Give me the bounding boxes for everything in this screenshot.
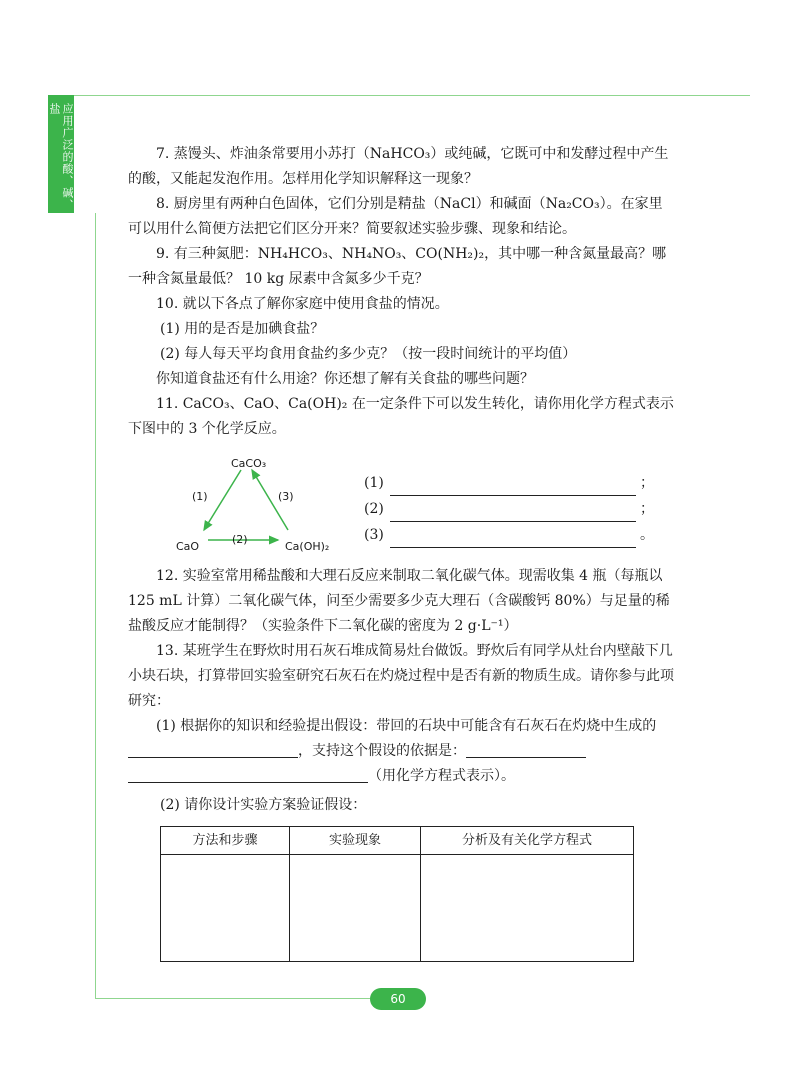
evidence-blank[interactable] (466, 741, 586, 758)
question-10-part-2: (2) 每人每天平均食用食盐约多少克？（按一段时间统计的平均值） (160, 346, 577, 362)
answer-line-1 (364, 470, 674, 496)
table-header-analysis: 分析及有关化学方程式 (421, 827, 634, 855)
chapter-title: 应用广泛的酸、碱、盐 (48, 103, 74, 211)
reaction-label-1: (1) (192, 490, 208, 503)
table-cell-phenomenon[interactable] (290, 855, 421, 962)
top-rule (48, 95, 750, 96)
reaction-diagram (128, 448, 676, 560)
question-10-extra: 你知道食盐还有什么用途？你还想了解有关食盐的哪些问题？ (156, 371, 534, 387)
node-caco3: CaCO₃ (231, 457, 267, 470)
answer-blanks (364, 470, 674, 548)
answer-blank-2[interactable] (390, 505, 636, 522)
answer-label-3: (3) (364, 527, 384, 543)
question-7: 7. 蒸馒头、炸油条常要用小苏打（NaHCO₃）或纯碱，它既可中和发酵过程中产生的酸，又能起发泡作用。怎样用化学知识解释这一现象？ (128, 146, 669, 187)
table-cell-analysis[interactable] (421, 855, 634, 962)
question-10-part-1: (1) 用的是否是加碘食盐？ (160, 321, 325, 337)
equation-blank[interactable] (128, 766, 368, 783)
table-cell-method[interactable] (161, 855, 290, 962)
node-caoh2: Ca(OH)₂ (285, 540, 330, 553)
table-header-method: 方法和步骤 (161, 827, 290, 855)
hypothesis-blank[interactable] (128, 741, 298, 758)
exercise-content (128, 142, 676, 962)
equation-note: （用化学方程式表示）。 (368, 768, 515, 784)
answer-end-1: ； (640, 475, 654, 491)
question-13: 13. 某班学生在野炊时用石灰石堆成简易灶台做饭。野炊后有同学从灶台内壁敲下几小块石块，打算带回实验室研究石灰石在灼烧过程中是否有新的物质生成。请你参与此项研究： (128, 643, 674, 709)
evidence-text: ，支持这个假设的依据是： (298, 743, 466, 759)
answer-line-3 (364, 522, 674, 548)
question-10: 10. 就以下各点了解你家庭中使用食盐的情况。 (156, 296, 449, 312)
page-number: 60 (370, 988, 426, 1010)
answer-blank-1[interactable] (390, 479, 636, 496)
left-rule (95, 213, 96, 998)
question-12: 12. 实验室常用稀盐酸和大理石反应来制取二氧化碳气体。现需收集 4 瓶（每瓶以 125 mL 计算）二氧化碳气体，问至少需要多少克大理石（含碳酸钙 80%）与足量的稀盐酸反应才能制得？（实验条件下二氧化碳的密度为 2 g·L⁻¹） (128, 568, 670, 634)
answer-label-1: (1) (364, 475, 384, 491)
node-cao: CaO (176, 540, 200, 553)
question-9: 9. 有三种氮肥：NH₄HCO₃、NH₄NO₃、CO(NH₂)₂，其中哪一种含氮量最高？哪一种含氮量最低？ 10 kg 尿素中含氮多少千克？ (128, 246, 667, 287)
answer-label-2: (2) (364, 501, 384, 517)
hypothesis-text: (1) 根据你的知识和经验提出假设：带回的石块中可能含有石灰石在灼烧中生成的 (156, 718, 657, 734)
experiment-table (160, 826, 634, 962)
answer-line-2 (364, 496, 674, 522)
question-11: 11. CaCO₃、CaO、Ca(OH)₂ 在一定条件下可以发生转化，请你用化学方程式表示下图中的 3 个化学反应。 (128, 396, 674, 437)
question-13-part-1 (128, 714, 676, 764)
question-13-part-2: (2) 请你设计实验方案验证假设： (160, 797, 367, 813)
answer-blank-3[interactable] (390, 531, 636, 548)
chapter-side-tab (48, 95, 74, 213)
arrow-caco3-to-cao (204, 470, 241, 530)
reaction-label-2: (2) (232, 533, 248, 546)
bottom-rule (95, 998, 370, 999)
answer-end-3: 。 (640, 527, 654, 543)
question-8: 8. 厨房里有两种白色固体，它们分别是精盐（NaCl）和碱面（Na₂CO₃）。在家里可以用什么简便方法把它们区分开来？简要叙述实验步骤、现象和结论。 (128, 196, 663, 237)
question-13-part-1-cont (128, 764, 676, 789)
table-header-phenomenon: 实验现象 (290, 827, 421, 855)
reaction-label-3: (3) (278, 490, 294, 503)
answer-end-2: ； (640, 501, 654, 517)
